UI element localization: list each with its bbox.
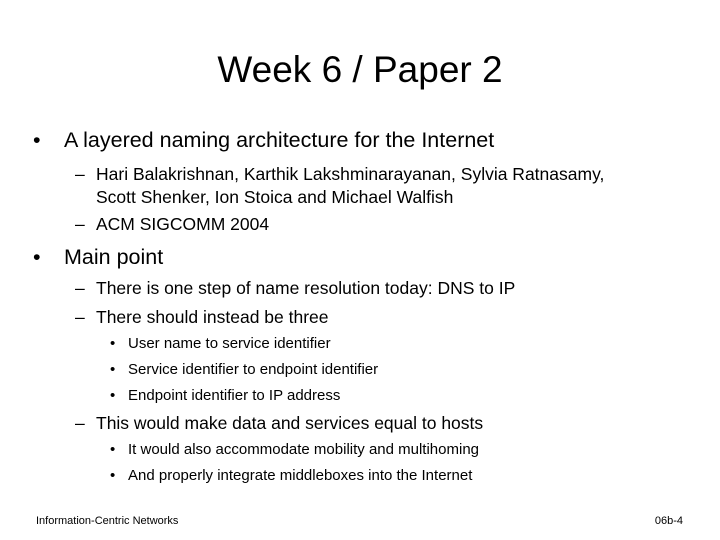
benefit-item-1: It would also accommodate mobility and multihoming xyxy=(128,441,479,458)
dash-marker: – xyxy=(75,214,85,234)
step-item-2: Service identifier to endpoint identifier xyxy=(128,361,379,378)
point-three-steps: There should instead be three xyxy=(96,307,329,327)
small-bullet-marker: • xyxy=(110,335,116,352)
main-point-heading: Main point xyxy=(64,245,164,269)
bullet-marker: • xyxy=(33,245,41,269)
venue: ACM SIGCOMM 2004 xyxy=(96,214,270,234)
slide-title: Week 6 / Paper 2 xyxy=(217,49,503,90)
point-one-step: There is one step of name resolution today: DNS to IP xyxy=(96,278,516,298)
bullet-marker: • xyxy=(33,128,41,152)
point-equal-hosts: This would make data and services equal to hosts xyxy=(96,413,484,433)
paper-title: A layered naming architecture for the Internet xyxy=(64,128,495,152)
step-item-1: User name to service identifier xyxy=(128,335,331,352)
small-bullet-marker: • xyxy=(110,387,116,404)
step-item-3: Endpoint identifier to IP address xyxy=(128,387,341,404)
small-bullet-marker: • xyxy=(110,361,116,378)
footer-slide-number: 06b-4 xyxy=(654,515,683,527)
authors-line-1: Hari Balakrishnan, Karthik Lakshminarayanan, Sylvia Ratnasamy, xyxy=(96,164,605,184)
small-bullet-marker: • xyxy=(110,441,116,458)
dash-marker: – xyxy=(75,307,85,327)
dash-marker: – xyxy=(75,278,85,298)
dash-marker: – xyxy=(75,164,85,184)
authors-line-2: Scott Shenker, Ion Stoica and Michael Walfish xyxy=(96,187,454,207)
small-bullet-marker: • xyxy=(110,467,116,484)
dash-marker: – xyxy=(75,413,85,433)
benefit-item-2: And properly integrate middleboxes into the Internet xyxy=(128,467,473,484)
footer-course-name: Information-Centric Networks xyxy=(36,515,179,527)
